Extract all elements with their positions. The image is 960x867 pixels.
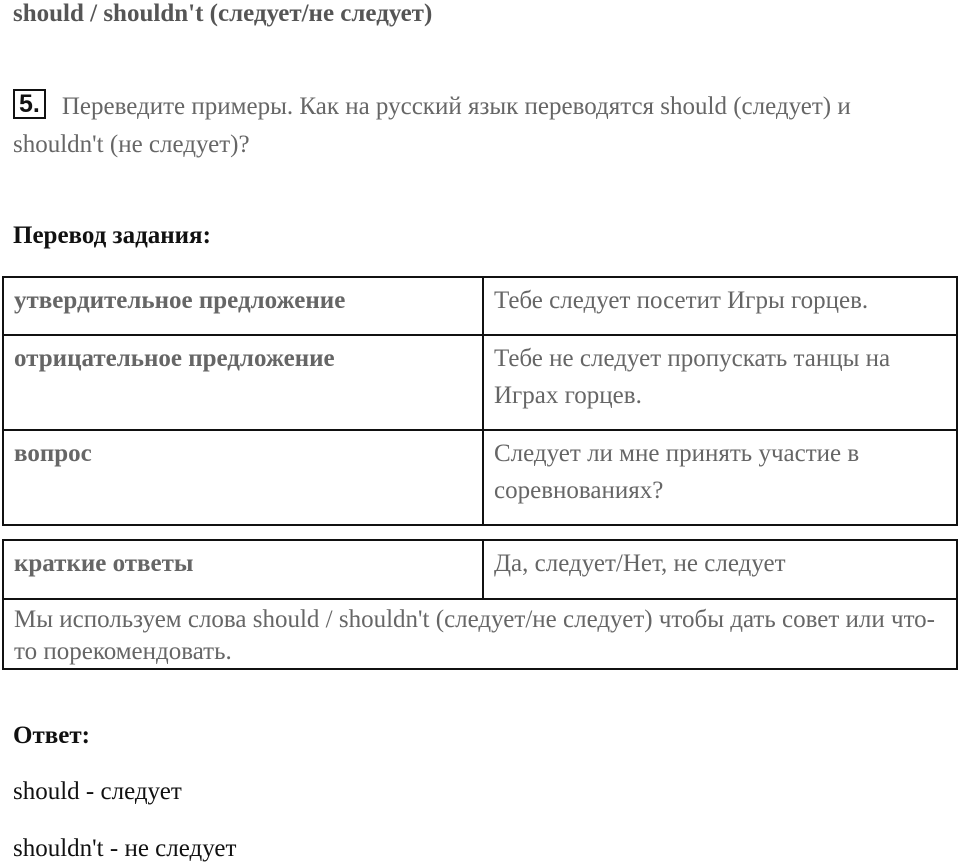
row-value: Тебе не следует пропускать танцы на Играх горцев. xyxy=(483,335,957,430)
table-row xyxy=(3,540,957,599)
answer-line: should - следует xyxy=(13,778,182,805)
row-value: Следует ли мне принять участие в соревнованиях? xyxy=(483,430,957,525)
table-row xyxy=(3,335,957,430)
answer-line: shouldn't - не следует xyxy=(13,835,237,862)
row-label: утвердительное предложение xyxy=(3,277,483,335)
usage-note: Мы используем слова should / shouldn't (следует/не следует) чтобы дать совет или что-то порекомендовать. xyxy=(3,599,957,669)
task-instruction: Переведите примеры. Как на русский язык переводятся should (следует) и shouldn't (не следует)? xyxy=(13,93,851,158)
page-title: should / shouldn't (следует/не следует) xyxy=(13,0,433,27)
row-value: Тебе следует посетит Игры горцев. xyxy=(483,277,957,335)
short-answers-table xyxy=(2,539,958,670)
row-label: вопрос xyxy=(3,430,483,525)
table-row xyxy=(3,599,957,669)
table-row xyxy=(3,277,957,335)
translation-table xyxy=(2,276,958,526)
answer-title: Ответ: xyxy=(13,722,90,749)
row-label: отрицательное предложение xyxy=(3,335,483,430)
task-number: 5. xyxy=(13,89,46,119)
table-row xyxy=(3,430,957,525)
translation-title: Перевод задания: xyxy=(13,222,211,249)
task-text xyxy=(13,88,943,164)
row-label: краткие ответы xyxy=(3,540,483,599)
row-value: Да, следует/Нет, не следует xyxy=(483,540,957,599)
